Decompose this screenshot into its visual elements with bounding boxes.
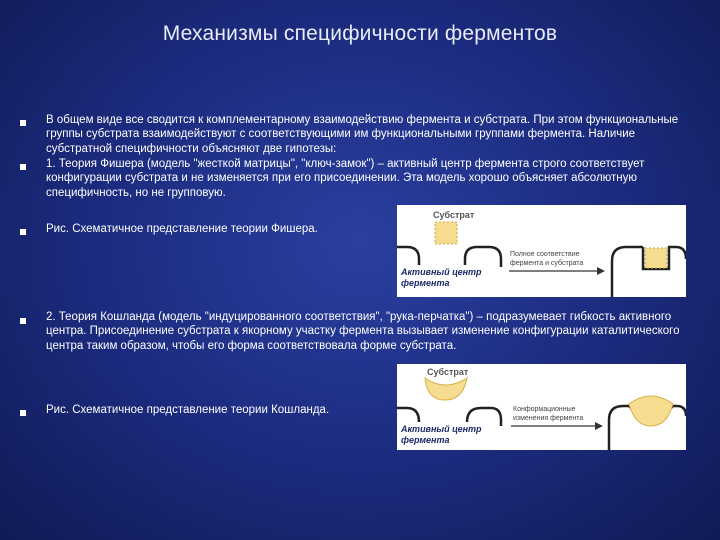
bullet-marker: [20, 318, 26, 324]
koshland-active-center-label-2: фермента: [401, 435, 450, 445]
koshland-diagram: [397, 364, 686, 450]
fischer-arrow-head: [597, 267, 605, 275]
fischer-diagram: [397, 205, 686, 297]
fischer-figure: [397, 205, 686, 297]
koshland-substrate-label: Субстрат: [427, 367, 469, 377]
koshland-substrate: [425, 378, 467, 400]
paragraph-intro: В общем виде все сводится к комплементарному взаимодействию фермента и субстрата. При этом функциональные группы субстрата взаимодействуют с соответствующими им функциональными группами фермента. Наличие субстратной специфичности объясняют две гипотезы:: [46, 114, 679, 155]
bullet-marker: [20, 229, 26, 235]
paragraph-koshland: 2. Теория Кошланда (модель "индуцированного соответствия", "рука-перчатка") – подразумевает гибкость активного центра. Присоединение субстрата к якорному участку фермента вызывает изменение конфигурации каталитического центра таким образом, чтобы его форма соответствовала форме субстрата.: [46, 311, 680, 352]
caption-koshland: Рис. Схематичное представление теории Кошланда.: [46, 404, 330, 416]
slide-title: Механизмы специфичности ферментов: [162, 22, 558, 45]
fischer-arrow-label-2: фермента и субстрата: [510, 260, 584, 267]
koshland-arrow-label: Конформационные: [513, 406, 576, 413]
fischer-arrow-label: Полное соответствие: [510, 251, 580, 258]
koshland-active-center-label: Активный центр: [401, 424, 482, 434]
fischer-substrate: [435, 222, 457, 244]
fischer-active-center-label-2: фермента: [401, 278, 450, 288]
koshland-arrow-head: [595, 422, 603, 430]
caption-fischer: Рис. Схематичное представление теории Фишера.: [46, 223, 318, 235]
fischer-enzyme-result-left: [612, 247, 643, 297]
fischer-bound-substrate: [645, 248, 667, 268]
koshland-arrow-label-2: изменения фермента: [513, 415, 584, 422]
fischer-substrate-label: Субстрат: [433, 210, 475, 220]
paragraph-fischer: 1. Теория Фишера (модель "жесткой матрицы", "ключ-замок") – активный центр фермента строго соответствует конфигурации субстрата и не изменяется при его присоединении. Эта модель хорошо объясняет абсолютную специфичность, но не групповую.: [46, 158, 645, 199]
bullet-marker: [20, 410, 26, 416]
bullet-marker: [20, 120, 26, 126]
koshland-bound-substrate: [629, 396, 673, 426]
bullet-marker: [20, 164, 26, 170]
fischer-active-center-label: Активный центр: [401, 267, 482, 277]
koshland-figure: [397, 364, 686, 450]
